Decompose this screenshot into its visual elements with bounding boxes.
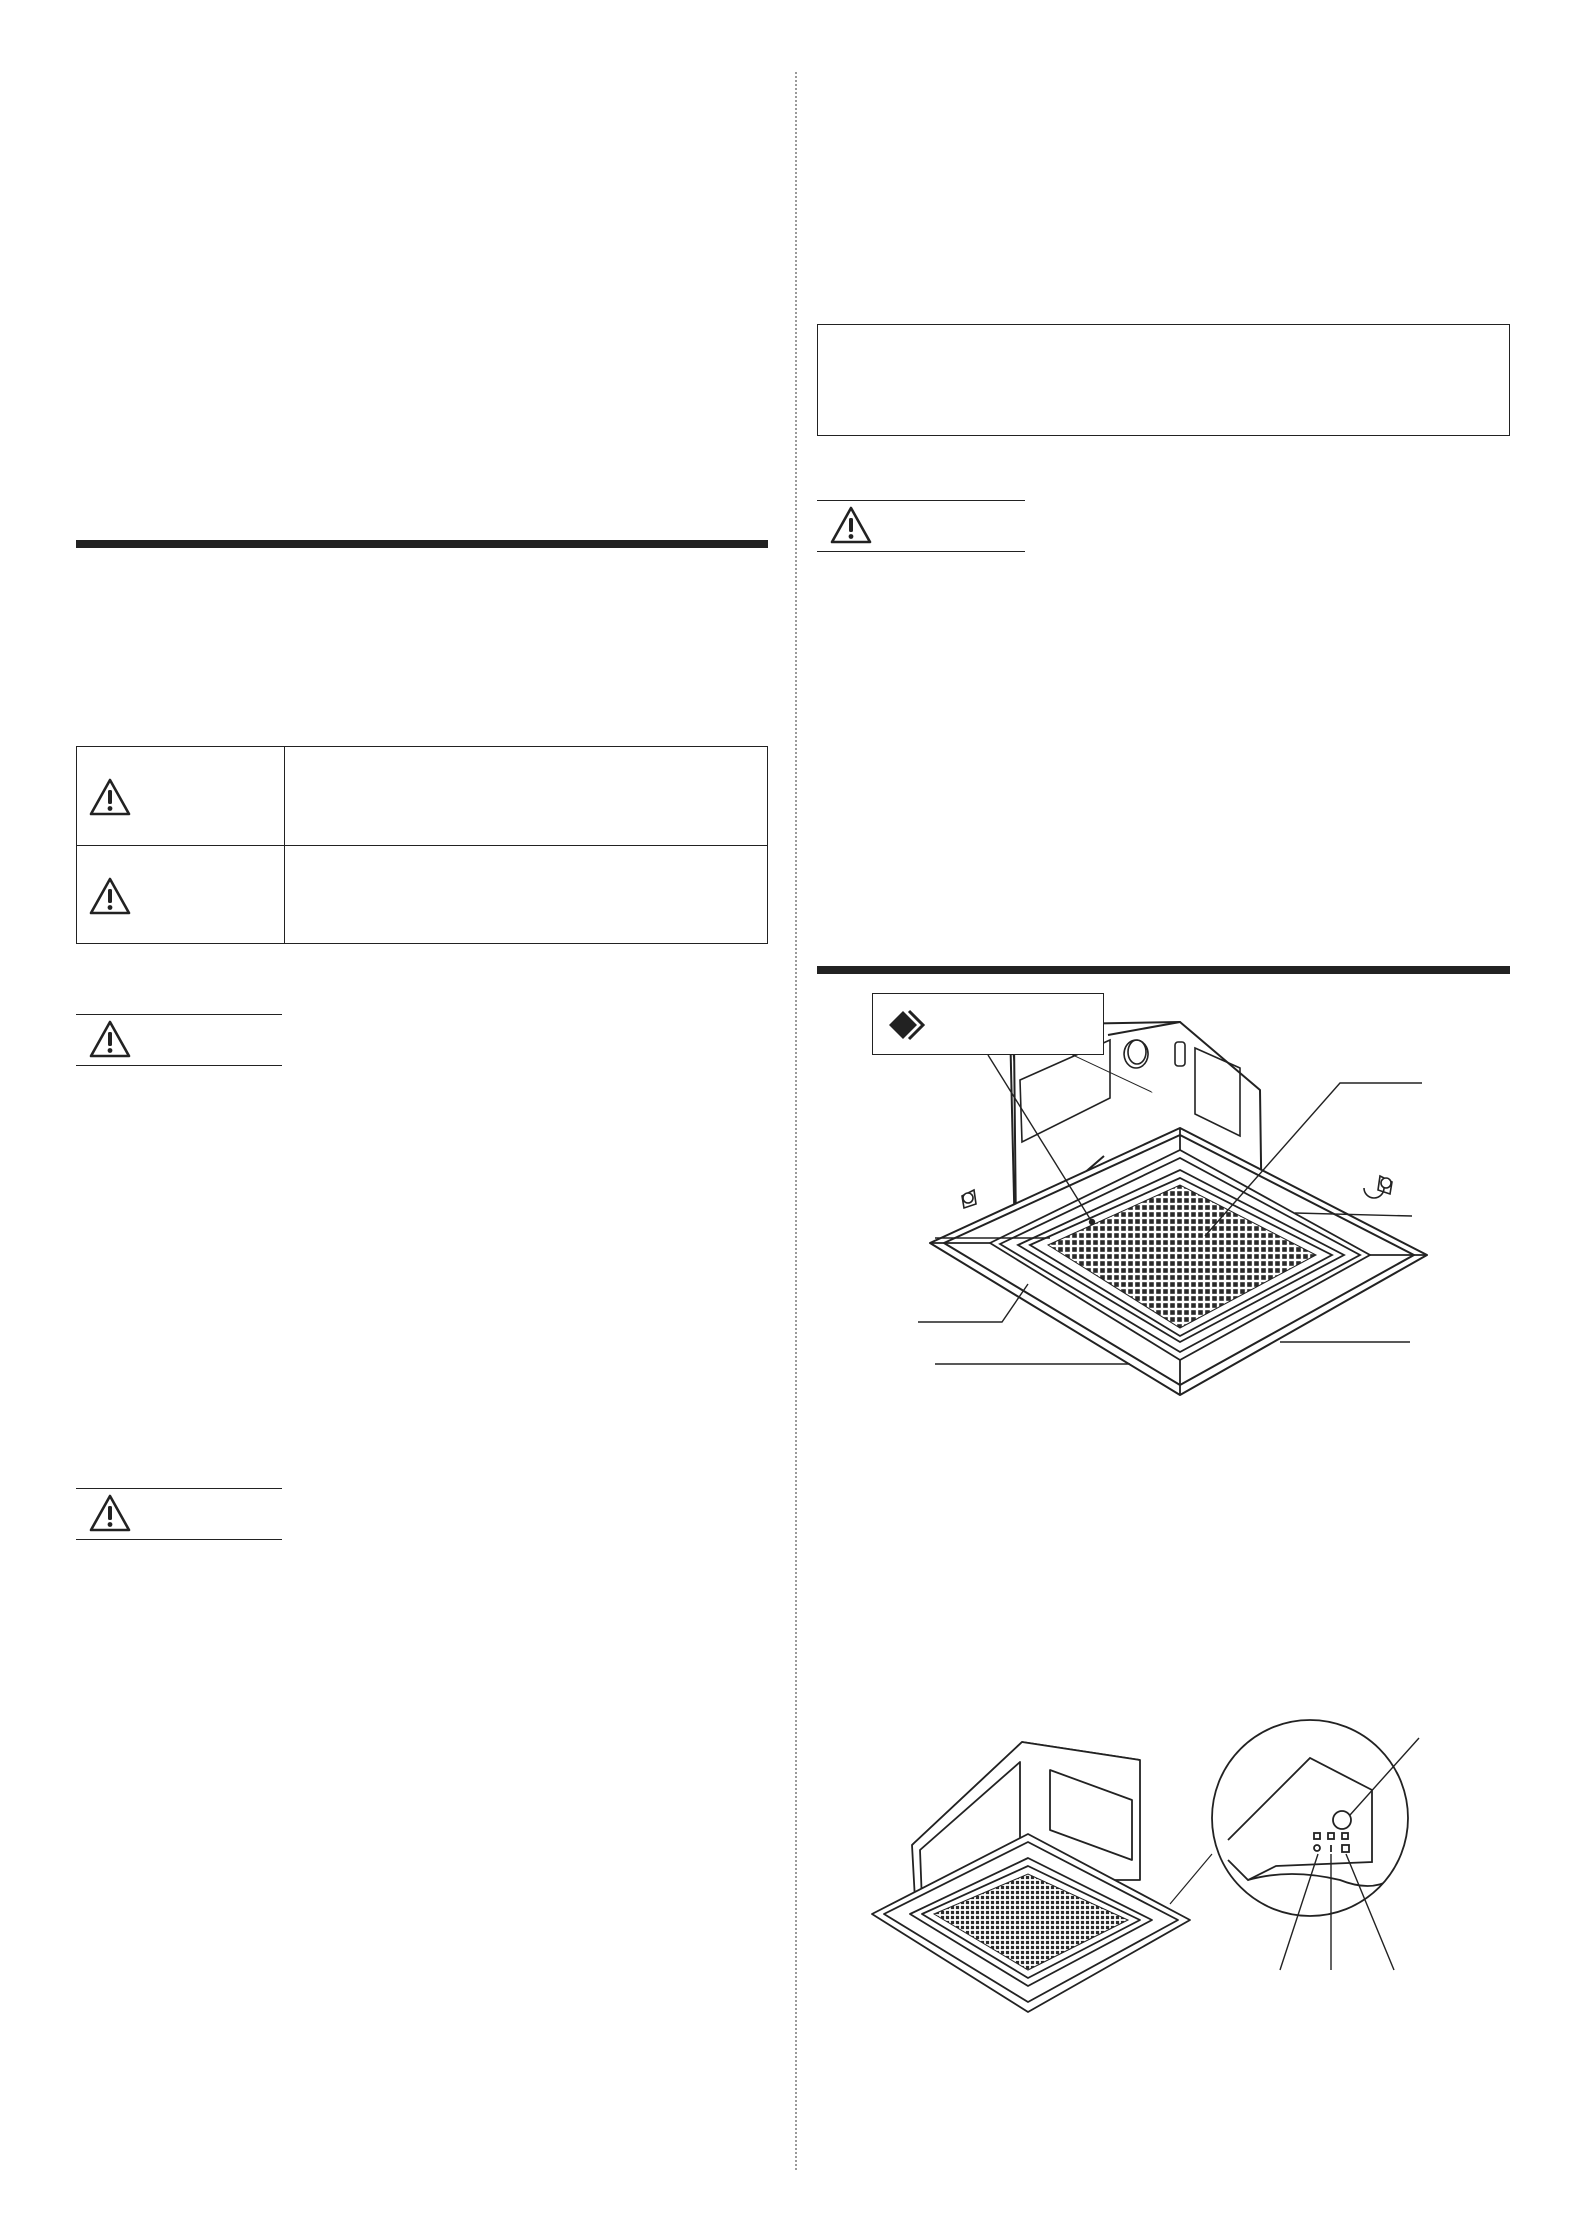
zoom-circle — [1212, 1720, 1408, 1916]
unit-body — [1010, 1022, 1262, 1242]
air-inlet-grille — [1048, 1185, 1316, 1328]
signal-symbol-cell — [77, 747, 285, 845]
warning-banner — [817, 500, 1025, 552]
warning-triangle-icon — [88, 1019, 132, 1059]
notice-box — [817, 324, 1510, 436]
small-unit-panel — [872, 1834, 1190, 2012]
signal-table-row-warning — [77, 747, 767, 846]
signal-description — [285, 846, 767, 944]
warning-triangle-icon — [829, 505, 873, 545]
figure-2-leaders — [1280, 1738, 1419, 1970]
signal-table-row-caution — [77, 846, 767, 944]
warning-triangle-icon — [88, 876, 132, 916]
figure-label-box — [872, 993, 1104, 1055]
diamond-arrow-icon — [885, 1007, 929, 1043]
section-rule-right — [817, 966, 1510, 974]
warning-banner — [76, 1014, 282, 1066]
column-divider — [795, 72, 797, 2170]
signal-description — [285, 747, 767, 845]
safety-signal-table — [76, 746, 768, 944]
section-rule-left — [76, 540, 768, 548]
warning-triangle-icon — [88, 777, 132, 817]
small-unit-body — [912, 1742, 1140, 1902]
warning-banner — [76, 1488, 282, 1540]
figure-1-leaders — [918, 1055, 1422, 1364]
warning-triangle-icon — [88, 1493, 132, 1533]
signal-symbol-cell — [77, 846, 285, 944]
front-panel — [930, 1128, 1427, 1395]
